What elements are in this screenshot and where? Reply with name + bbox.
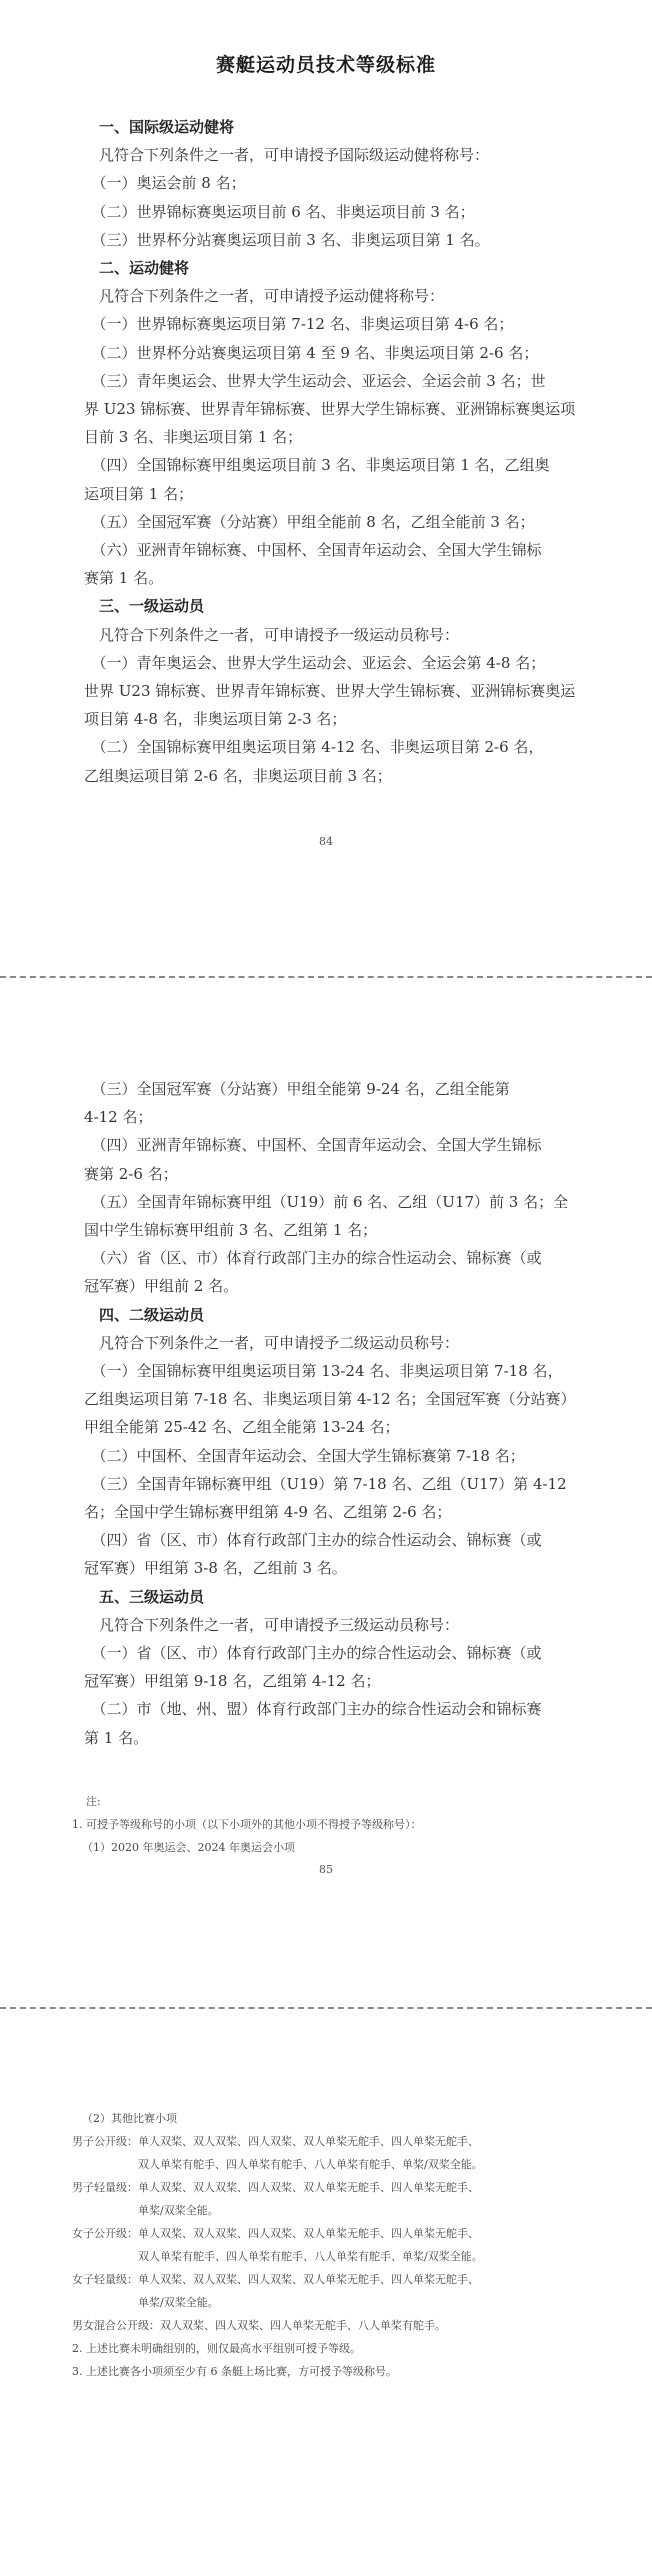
page-1-text-line: （五）全国冠军赛（分站赛）甲组全能前 8 名，乙组全能前 3 名； xyxy=(84,512,535,531)
page-1-text-line: 世界 U23 锦标赛、世界青年锦标赛、世界大学生锦标赛、亚洲锦标赛奥运 xyxy=(84,682,576,701)
page-2-heading: 五、三级运动员 xyxy=(99,1587,205,1606)
page-1-text-line: （六）亚洲青年锦标赛、中国杯、全国青年运动会、全国大学生锦标 xyxy=(84,541,542,560)
event-group-row xyxy=(72,2130,592,2176)
page-1-text-line: 凡符合下列条件之一者，可申请授予国际级运动健将称号： xyxy=(84,146,490,165)
page-2-text-line: 名；全国中学生锦标赛甲组第 4-9 名、乙组第 2-6 名； xyxy=(84,1503,452,1522)
page-2-text-line: 乙组奥运项目第 7-18 名、非奥运项目第 4-12 名；全国冠军赛（分站赛） xyxy=(84,1390,576,1409)
other-events-subtitle: （2）其他比赛小项 xyxy=(82,2112,177,2125)
page-2-text-line: （五）全国青年锦标赛甲组（U19）前 6 名、乙组（U17）前 3 名；全 xyxy=(84,1192,569,1211)
page-number-85: 85 xyxy=(319,1863,333,1876)
event-group-label: 女子公开级： xyxy=(72,2227,138,2240)
page-2-text-line: 冠军赛）甲组第 9-18 名，乙组第 4-12 名； xyxy=(84,1672,381,1691)
event-list-line: 单人双桨、双人双桨、四人双桨、双人单桨无舵手、四人单桨无舵手、 xyxy=(138,2227,479,2240)
page-1-body xyxy=(84,113,584,790)
page-2-text-line: 冠军赛）甲组前 2 名。 xyxy=(84,1277,239,1296)
event-list-line: 单人双桨、双人双桨、四人双桨、双人单桨无舵手、四人单桨无舵手、 xyxy=(138,2181,479,2194)
event-group-row xyxy=(72,2176,592,2222)
page-2-text-line: 冠军赛）甲组第 3-8 名，乙组前 3 名。 xyxy=(84,1559,347,1578)
page-2-notes xyxy=(72,1790,592,1859)
page-2-text-line: 凡符合下列条件之一者，可申请授予二级运动员称号： xyxy=(84,1333,460,1352)
note-line: 3. 上述比赛各小项须至少有 6 条艇上场比赛，方可授予等级称号。 xyxy=(72,2365,397,2378)
event-group-values xyxy=(138,2130,592,2176)
page-1-text-line: 运项目第 1 名； xyxy=(84,484,194,503)
event-group-values xyxy=(160,2314,592,2337)
page-2-text-line: （三）全国青年锦标赛甲组（U19）第 7-18 名、乙组（U17）第 4-12 xyxy=(84,1474,567,1493)
page-1-text-line: 凡符合下列条件之一者，可申请授予运动健将称号： xyxy=(84,287,445,306)
page-number-84: 84 xyxy=(319,835,333,848)
page-1-text-line: （四）全国锦标赛甲组奥运项目前 3 名、非奥运项目第 1 名，乙组奥 xyxy=(84,456,550,475)
page-1-text-line: 凡符合下列条件之一者，可申请授予一级运动员称号： xyxy=(84,625,460,644)
page-2-body xyxy=(84,1075,584,1752)
event-group-label: 男子轻量级： xyxy=(72,2181,138,2194)
event-list-line: 双人单桨有舵手、四人单桨有舵手、八人单桨有舵手、单桨/双桨全能。 xyxy=(138,2158,483,2171)
page-2-text-line: （二）中国杯、全国青年运动会、全国大学生锦标赛第 7-18 名； xyxy=(84,1446,525,1465)
note-line: 2. 上述比赛未明确组别的，则仅最高水平组别可授予等级。 xyxy=(72,2342,361,2355)
page-2-text-line: （一）全国锦标赛甲组奥运项目第 13-24 名、非奥运项目第 7-18 名， xyxy=(84,1362,563,1381)
event-list-line: 双人双桨、四人双桨、四人单桨无舵手、八人单桨有舵手。 xyxy=(160,2319,446,2332)
page-separator-1 xyxy=(0,976,652,978)
event-list-line: 单桨/双桨全能。 xyxy=(138,2296,219,2309)
page-1-heading: 一、国际级运动健将 xyxy=(99,118,235,136)
event-group-label: 男女混合公开级： xyxy=(72,2319,160,2332)
page-1-text-line: （一）奥运会前 8 名； xyxy=(84,174,246,193)
page-2-text-line: （二）市（地、州、盟）体育行政部门主办的综合性运动会和锦标赛 xyxy=(84,1700,542,1719)
event-group-values xyxy=(138,2222,592,2268)
page-1-text-line: （二）世界锦标赛奥运项目前 6 名、非奥运项目前 3 名； xyxy=(84,202,475,221)
page-2-text-line: 凡符合下列条件之一者，可申请授予三级运动员称号： xyxy=(84,1615,460,1634)
page-1-text-line: （一）青年奥运会、世界大学生运动会、亚运会、全运会第 4-8 名； xyxy=(84,653,546,672)
page-2-text-line: （三）全国冠军赛（分站赛）甲组全能第 9-24 名，乙组全能第 xyxy=(84,1080,510,1098)
page-2-heading: 四、二级运动员 xyxy=(99,1305,205,1324)
page-2-text-line: 甲组全能第 25-42 名、乙组全能第 13-24 名； xyxy=(84,1418,400,1437)
page-1-text-line: 赛第 1 名。 xyxy=(84,569,164,588)
event-group-label: 女子轻量级： xyxy=(72,2273,138,2286)
page-2-text-line: 赛第 2-6 名； xyxy=(84,1164,178,1183)
event-group-row xyxy=(72,2268,592,2314)
page-1-text-line: 界 U23 锦标赛、世界青年锦标赛、世界大学生锦标赛、亚洲锦标赛奥运项 xyxy=(84,400,576,419)
page-1-text-line: （三）世界杯分站赛奥运项目前 3 名、非奥运项目第 1 名。 xyxy=(84,230,490,249)
note-line: （1）2020 年奥运会、2024 年奥运会小项 xyxy=(82,1841,295,1854)
page-1-text-line: （一）世界锦标赛奥运项目第 7-12 名、非奥运项目第 4-6 名； xyxy=(84,315,514,334)
event-group-row xyxy=(72,2222,592,2268)
event-list-line: 单人双桨、双人双桨、四人双桨、双人单桨无舵手、四人单桨无舵手、 xyxy=(138,2135,479,2148)
page-2-text-line: （四）亚洲青年锦标赛、中国杯、全国青年运动会、全国大学生锦标 xyxy=(84,1136,542,1155)
page-1-text-line: （二）全国锦标赛甲组奥运项目第 4-12 名、非奥运项目第 2-6 名， xyxy=(84,738,544,757)
page-1-heading: 二、运动健将 xyxy=(99,259,190,278)
page-1-text-line: 项目第 4-8 名，非奥运项目第 2-3 名； xyxy=(84,710,347,729)
page-separator-2 xyxy=(0,2007,652,2009)
event-list-line: 单人双桨、双人双桨、四人双桨、双人单桨无舵手、四人单桨无舵手、 xyxy=(138,2273,479,2286)
event-group-row xyxy=(72,2314,592,2337)
note-line: 1. 可授予等级称号的小项（以下小项外的其他小项不得授予等级称号）： xyxy=(72,1818,422,1831)
page-2-text-line: 4-12 名； xyxy=(84,1108,153,1127)
page-1-text-line: （二）世界杯分站赛奥运项目第 4 至 9 名、非奥运项目第 2-6 名； xyxy=(84,343,539,362)
event-list-line: 双人单桨有舵手、四人单桨有舵手、八人单桨有舵手、单桨/双桨全能。 xyxy=(138,2250,483,2263)
page-2-text-line: （四）省（区、市）体育行政部门主办的综合性运动会、锦标赛（或 xyxy=(84,1531,542,1550)
event-group-values xyxy=(138,2268,592,2314)
page-1-heading: 三、一级运动员 xyxy=(99,597,205,616)
page-3-body xyxy=(72,2107,592,2383)
event-list-line: 单桨/双桨全能。 xyxy=(138,2204,219,2217)
page-1-text-line: 乙组奥运项目第 2-6 名，非奥运项目前 3 名； xyxy=(84,766,392,785)
note-line: 注: xyxy=(86,1795,101,1808)
page-2-text-line: （六）省（区、市）体育行政部门主办的综合性运动会、锦标赛（或 xyxy=(84,1249,542,1268)
page-2-text-line: 第 1 名。 xyxy=(84,1728,149,1747)
page-2-text-line: （一）省（区、市）体育行政部门主办的综合性运动会、锦标赛（或 xyxy=(84,1644,542,1663)
event-group-label: 男子公开级： xyxy=(72,2135,138,2148)
event-group-values xyxy=(138,2176,592,2222)
page-2-text-line: 国中学生锦标赛甲组前 3 名、乙组第 1 名； xyxy=(84,1221,378,1240)
page-1-text-line: 目前 3 名、非奥运项目第 1 名； xyxy=(84,428,303,447)
document-title: 赛艇运动员技术等级标准 xyxy=(215,54,436,76)
page-1-text-line: （三）青年奥运会、世界大学生运动会、亚运会、全运会前 3 名；世 xyxy=(84,371,546,390)
